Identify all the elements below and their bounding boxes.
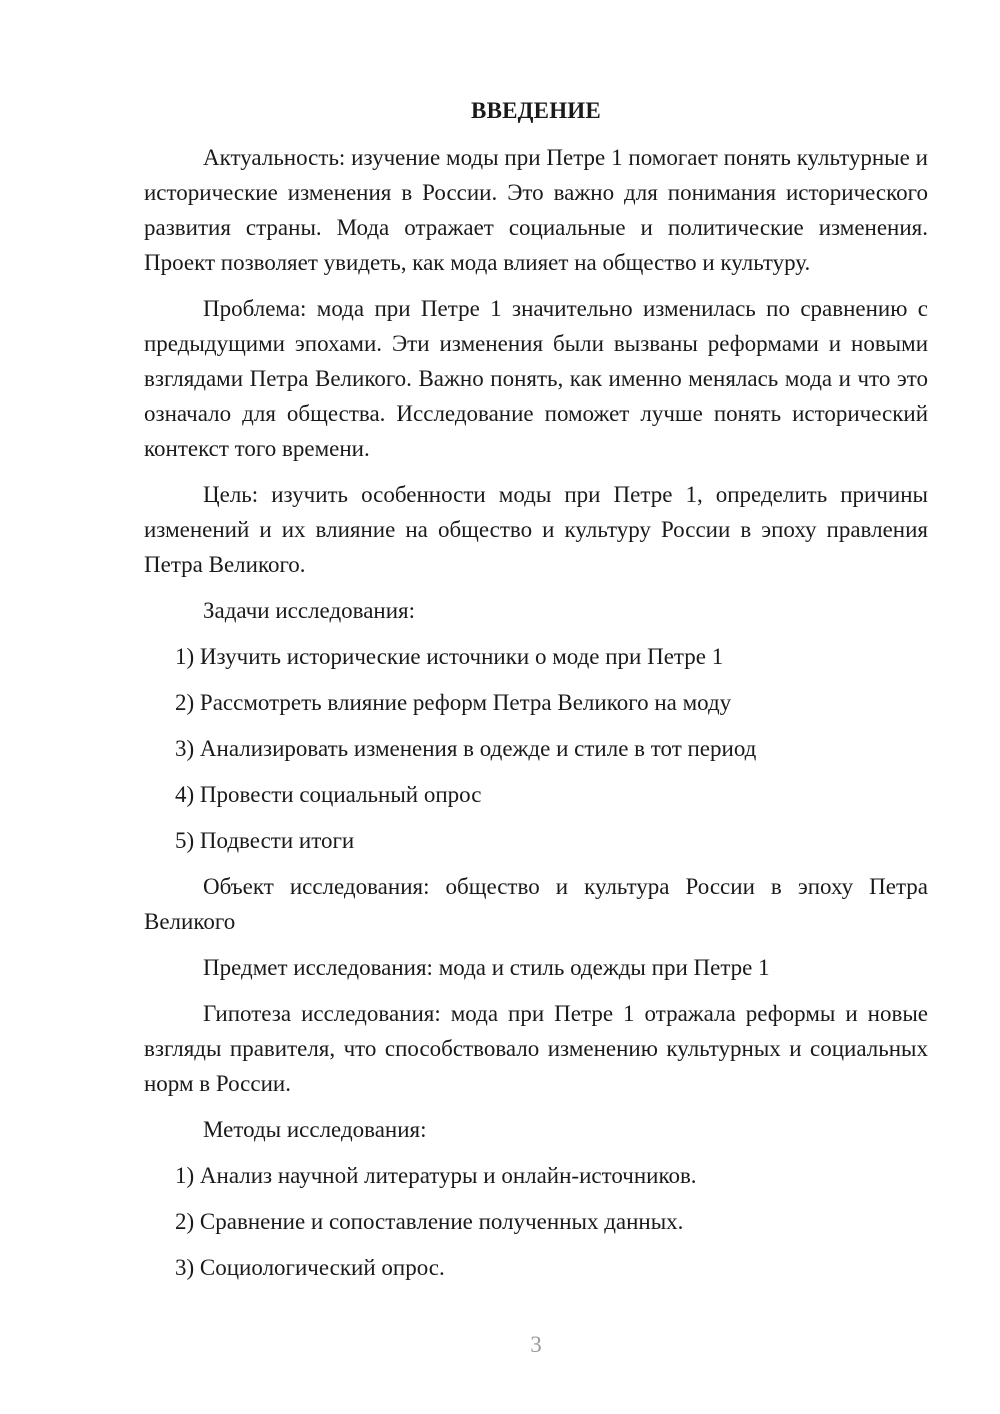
list-item: 3) Анализировать изменения в одежде и стиле в тот период <box>175 736 757 761</box>
hypothesis-paragraph: Гипотеза исследования: мода при Петре 1 отражала реформы и новые взгляды правителя, что способствовало изменению культурных и социальных норм в России. <box>144 1001 928 1096</box>
list-item: 2) Сравнение и сопоставление полученных данных. <box>175 1209 684 1234</box>
list-item: 2) Рассмотреть влияние реформ Петра Великого на моду <box>175 690 732 715</box>
list-item: 4) Провести социальный опрос <box>175 782 482 807</box>
list-item: 1) Изучить исторические источники о моде при Петре 1 <box>175 644 724 669</box>
list-item: 3) Социологический опрос. <box>175 1255 445 1280</box>
tasks-list <box>144 639 928 858</box>
methods-heading: Методы исследования: <box>203 1117 427 1142</box>
object-paragraph: Объект исследования: общество и культура России в эпоху Петра Великого <box>144 874 928 934</box>
relevance-paragraph: Актуальность: изучение моды при Петре 1 помогает понять культурные и исторические изменения в России. Это важно для понимания исторического развития страны. Мода отражает социальные и политические изменения. Проект позволяет увидеть, как мода влияет на общество и культуру. <box>144 145 928 275</box>
problem-paragraph: Проблема: мода при Петре 1 значительно изменилась по сравнению с предыдущими эпохами. Эти изменения были вызваны реформами и новыми взглядами Петра Великого. Важно понять, как именно менялась мода и что это означало для общества. Исследование поможет лучше понять исторический контекст того времени. <box>144 296 928 461</box>
list-item: 5) Подвести итоги <box>175 828 355 853</box>
methods-list <box>144 1158 928 1285</box>
section-title: ВВЕДЕНИЕ <box>471 98 601 123</box>
page-content <box>144 93 928 1296</box>
list-item: 1) Анализ научной литературы и онлайн-источников. <box>175 1163 697 1188</box>
subject-paragraph: Предмет исследования: мода и стиль одежды при Петре 1 <box>203 955 770 980</box>
tasks-heading: Задачи исследования: <box>203 598 416 623</box>
goal-paragraph: Цель: изучить особенности моды при Петре 1, определить причины изменений и их влияние на общество и культуру России в эпоху правления Петра Великого. <box>144 482 928 577</box>
page-number: 3 <box>530 1332 542 1357</box>
